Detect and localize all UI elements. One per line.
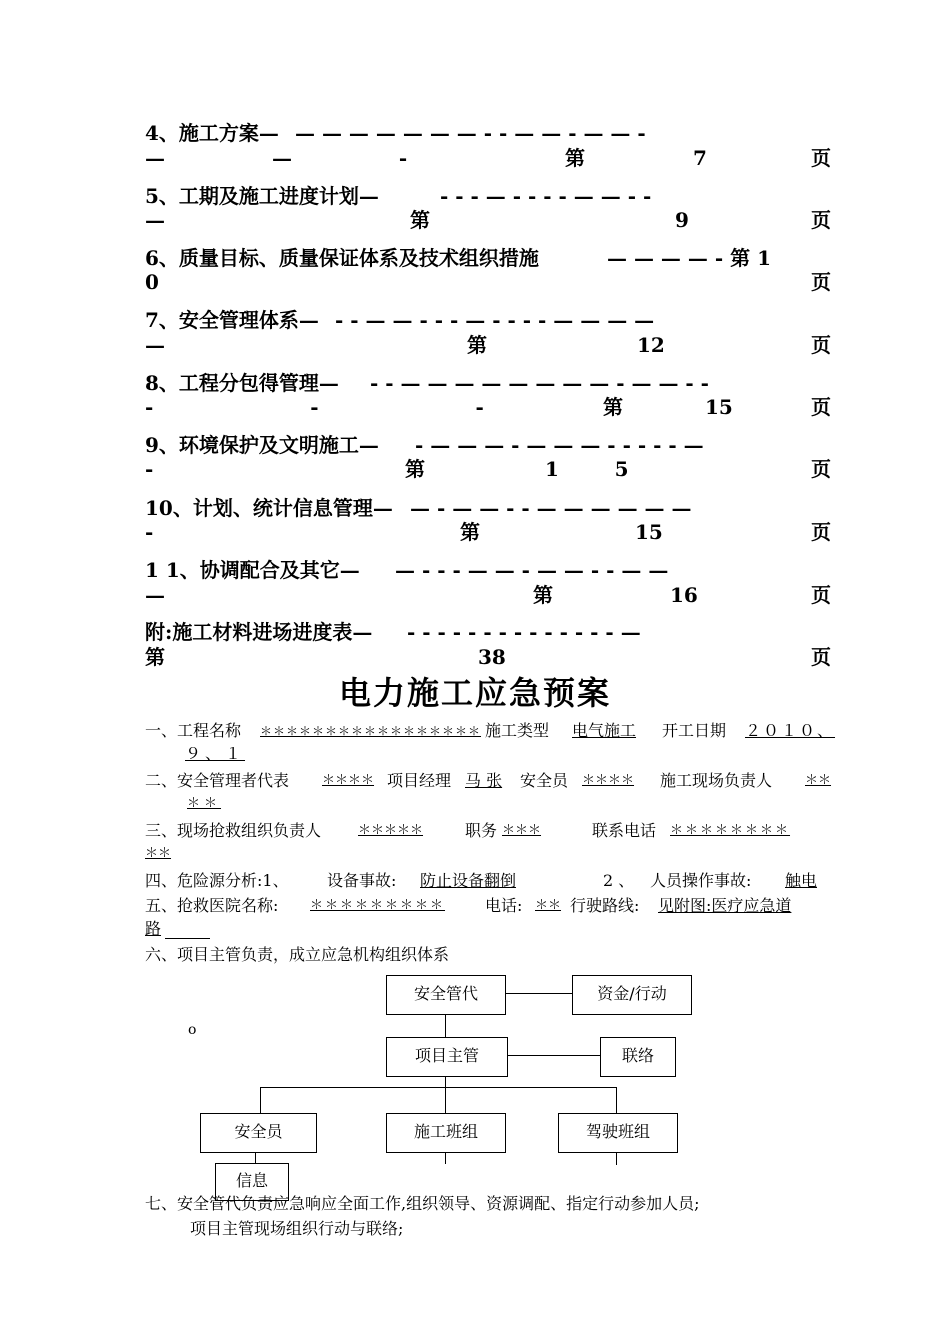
toc-item-label: 1 1、协调配合及其它—: [145, 558, 360, 582]
toc-item-continued: [145, 517, 831, 547]
rescue-leader-line: [145, 820, 835, 842]
toc-page-suffix: 页: [811, 457, 831, 481]
toc-page-suffix: 页: [811, 395, 831, 419]
toc-page-prefix: 第: [533, 583, 553, 607]
field-label: 联系电话: [592, 821, 657, 840]
construction-type-value: 电气施工: [572, 721, 637, 740]
route-value-cont: 路: [145, 919, 162, 938]
project-manager-value: 马 张: [465, 771, 503, 790]
responsibility-line: [145, 1193, 835, 1215]
rescue-leader-line-cont: [145, 843, 835, 865]
toc-item-leader: - - -: [145, 395, 484, 419]
toc-page-number: 15: [635, 520, 663, 544]
toc-item-leader: — - - - — — - — — - - — —: [395, 558, 669, 582]
route-value: 见附图:医疗应急道: [658, 896, 792, 915]
org-section-heading: [145, 944, 835, 966]
responsibility-line-cont: [145, 1218, 835, 1240]
org-box-safety-rep: 安全管代: [386, 975, 506, 1015]
toc-item-leader: - - - - - - - - - - - - - - —: [407, 620, 641, 644]
toc-page-suffix: 页: [811, 583, 831, 607]
toc-page-number: 38: [478, 645, 506, 669]
field-label: 设备事故:: [327, 871, 397, 890]
toc-item-continued: [145, 580, 831, 610]
toc-item-leader: -: [145, 520, 154, 544]
toc-page-number: 9: [675, 208, 689, 232]
toc-item-leader: —: [145, 583, 165, 607]
toc-page-suffix: 页: [811, 333, 831, 357]
toc-page-suffix: 页: [811, 208, 831, 232]
document-title: 电力施工应急预案: [338, 674, 611, 712]
toc-page-number: 15: [705, 395, 733, 419]
start-date-value: ２０１０、: [745, 721, 836, 740]
toc-page-prefix: 第: [410, 208, 430, 232]
safety-officer-value: ＊＊＊＊: [582, 773, 635, 788]
field-label: 电话:: [485, 896, 523, 915]
connector-line: [260, 1087, 617, 1088]
phone-value-cont: ＊＊: [145, 846, 172, 861]
toc-page-prefix: 第: [565, 146, 585, 170]
hospital-line-cont: [145, 918, 835, 940]
toc-item-label: 5、工期及施工进度计划—: [145, 184, 379, 208]
org-box-safety-officer: 安全员: [200, 1113, 317, 1153]
safety-manager-line-cont: [145, 793, 835, 815]
field-label: 项目经理: [387, 771, 452, 790]
position-value: ＊＊＊: [502, 823, 542, 838]
toc-page-prefix: 第: [603, 395, 623, 419]
toc-item-leader: -: [145, 457, 154, 481]
project-info-line-cont: [145, 743, 835, 765]
toc-item-leader: —: [145, 333, 165, 357]
safety-rep-value: ＊＊＊＊: [322, 773, 375, 788]
project-info-line: [145, 720, 835, 742]
field-label: 施工类型: [485, 721, 550, 740]
hospital-line: [145, 895, 835, 917]
field-label: 一、工程名称: [145, 721, 242, 740]
toc-page-number: 7: [693, 146, 707, 170]
field-label: 开工日期: [662, 721, 727, 740]
toc-item-continued: [145, 205, 831, 235]
start-date-value-cont: ９、１: [185, 744, 246, 763]
safety-manager-line: [145, 770, 835, 792]
section-text: 项目主管现场组织行动与联络;: [190, 1219, 404, 1238]
field-label: 施工现场负责人: [660, 771, 773, 790]
list-number: 2 、: [603, 871, 635, 890]
section-text: 七、安全管代负责应急响应全面工作,组织领导、资源调配、指定行动参加人员;: [145, 1194, 700, 1213]
toc-page-prefix: 第: [467, 333, 487, 357]
toc-page-prefix: 第: [405, 457, 425, 481]
toc-item-label: 6、质量目标、质量保证体系及技术组织措施: [145, 246, 539, 270]
toc-item-label: 8、工程分包得管理—: [145, 371, 339, 395]
site-leader-value-cont: ＊＊: [187, 796, 222, 811]
toc-item-leader: - - - — - - - - — — - -: [440, 184, 652, 208]
toc-item-leader: — - — — - - — — — — — —: [410, 496, 692, 520]
toc-page-suffix: 页: [811, 520, 831, 544]
toc-item-leader: — — — — — — — - - — — - — — -: [295, 121, 646, 145]
toc-page-prefix: 第: [145, 645, 165, 669]
field-label: 行驶路线:: [570, 896, 640, 915]
section-text: 六、项目主管负责，成立应急机构组织体系: [145, 945, 450, 964]
phone-value: ＊＊＊＊＊＊＊＊: [670, 823, 791, 838]
toc-item-continued: [145, 392, 831, 422]
toc-item-leader: - - — — — — — — — — - — — - -: [370, 371, 709, 395]
project-name-value: ＊＊＊＊＊＊＊＊＊＊＊＊＊＊＊＊＊: [260, 724, 482, 738]
toc-page-suffix: 页: [811, 270, 831, 294]
field-label: 四、危险源分析:1、: [145, 871, 289, 890]
field-label: 人员操作事故:: [650, 871, 752, 890]
toc-item-label: 9、环境保护及文明施工—: [145, 433, 379, 457]
toc-item-leader: — — -: [145, 146, 408, 170]
org-box-construction-team: 施工班组: [386, 1113, 506, 1153]
connector-line: [507, 1055, 601, 1056]
toc-item-continued: [145, 143, 831, 173]
toc-item-label: 10、计划、统计信息管理—: [145, 496, 393, 520]
hazard-analysis-line: [145, 870, 835, 892]
site-leader-value: ＊＊: [805, 773, 832, 788]
connector-line: [503, 993, 573, 994]
org-box-project-supervisor: 项目主管: [386, 1037, 508, 1077]
operation-accident-value: 触电: [785, 871, 818, 890]
org-box-liaison: 联络: [600, 1037, 676, 1077]
toc-item-leader: — — — — - 第 1: [607, 246, 771, 270]
toc-page-number: 1 5: [545, 457, 629, 481]
toc-item-label: 4、施工方案—: [145, 121, 279, 145]
toc-item-continued: [145, 267, 831, 297]
connector-line: [260, 1087, 261, 1114]
toc-page-prefix: 第: [460, 520, 480, 544]
org-box-information: 信息: [215, 1163, 289, 1201]
toc-item-label: 附:施工材料进场进度表—: [145, 620, 373, 644]
field-label: 三、现场抢救组织负责人: [145, 821, 322, 840]
field-label: 五、抢救医院名称:: [145, 896, 279, 915]
toc-item-leader: - - — — - - - — - - - - — — — —: [335, 308, 655, 332]
toc-item-leader: - — — — - — — — - - - - - —: [415, 433, 704, 457]
toc-item-continued: [145, 454, 831, 484]
toc-item-leader: —: [145, 208, 165, 232]
hospital-phone-value: ＊＊: [535, 898, 562, 913]
toc-page-number: 16: [670, 583, 698, 607]
field-label: 二、安全管理者代表: [145, 771, 290, 790]
blank-underline: [165, 918, 210, 939]
toc-page-number: 0: [145, 270, 159, 294]
toc-page-suffix: 页: [811, 146, 831, 170]
toc-item-continued: [145, 330, 831, 360]
org-box-funds-action: 资金/行动: [572, 975, 692, 1015]
stray-mark: o: [188, 1022, 197, 1038]
toc-page-suffix: 页: [811, 645, 831, 669]
field-label: 职务: [465, 821, 498, 840]
field-label: 安全员: [520, 771, 569, 790]
toc-page-number: 12: [637, 333, 665, 357]
org-box-driving-team: 驾驶班组: [558, 1113, 678, 1153]
rescue-leader-value: ＊＊＊＊＊: [358, 823, 424, 838]
hospital-name-value: ＊＊＊＊＊＊＊＊＊: [310, 898, 446, 913]
equipment-accident-value: 防止设备翻倒: [420, 871, 517, 890]
toc-item-label: 7、安全管理体系—: [145, 308, 319, 332]
